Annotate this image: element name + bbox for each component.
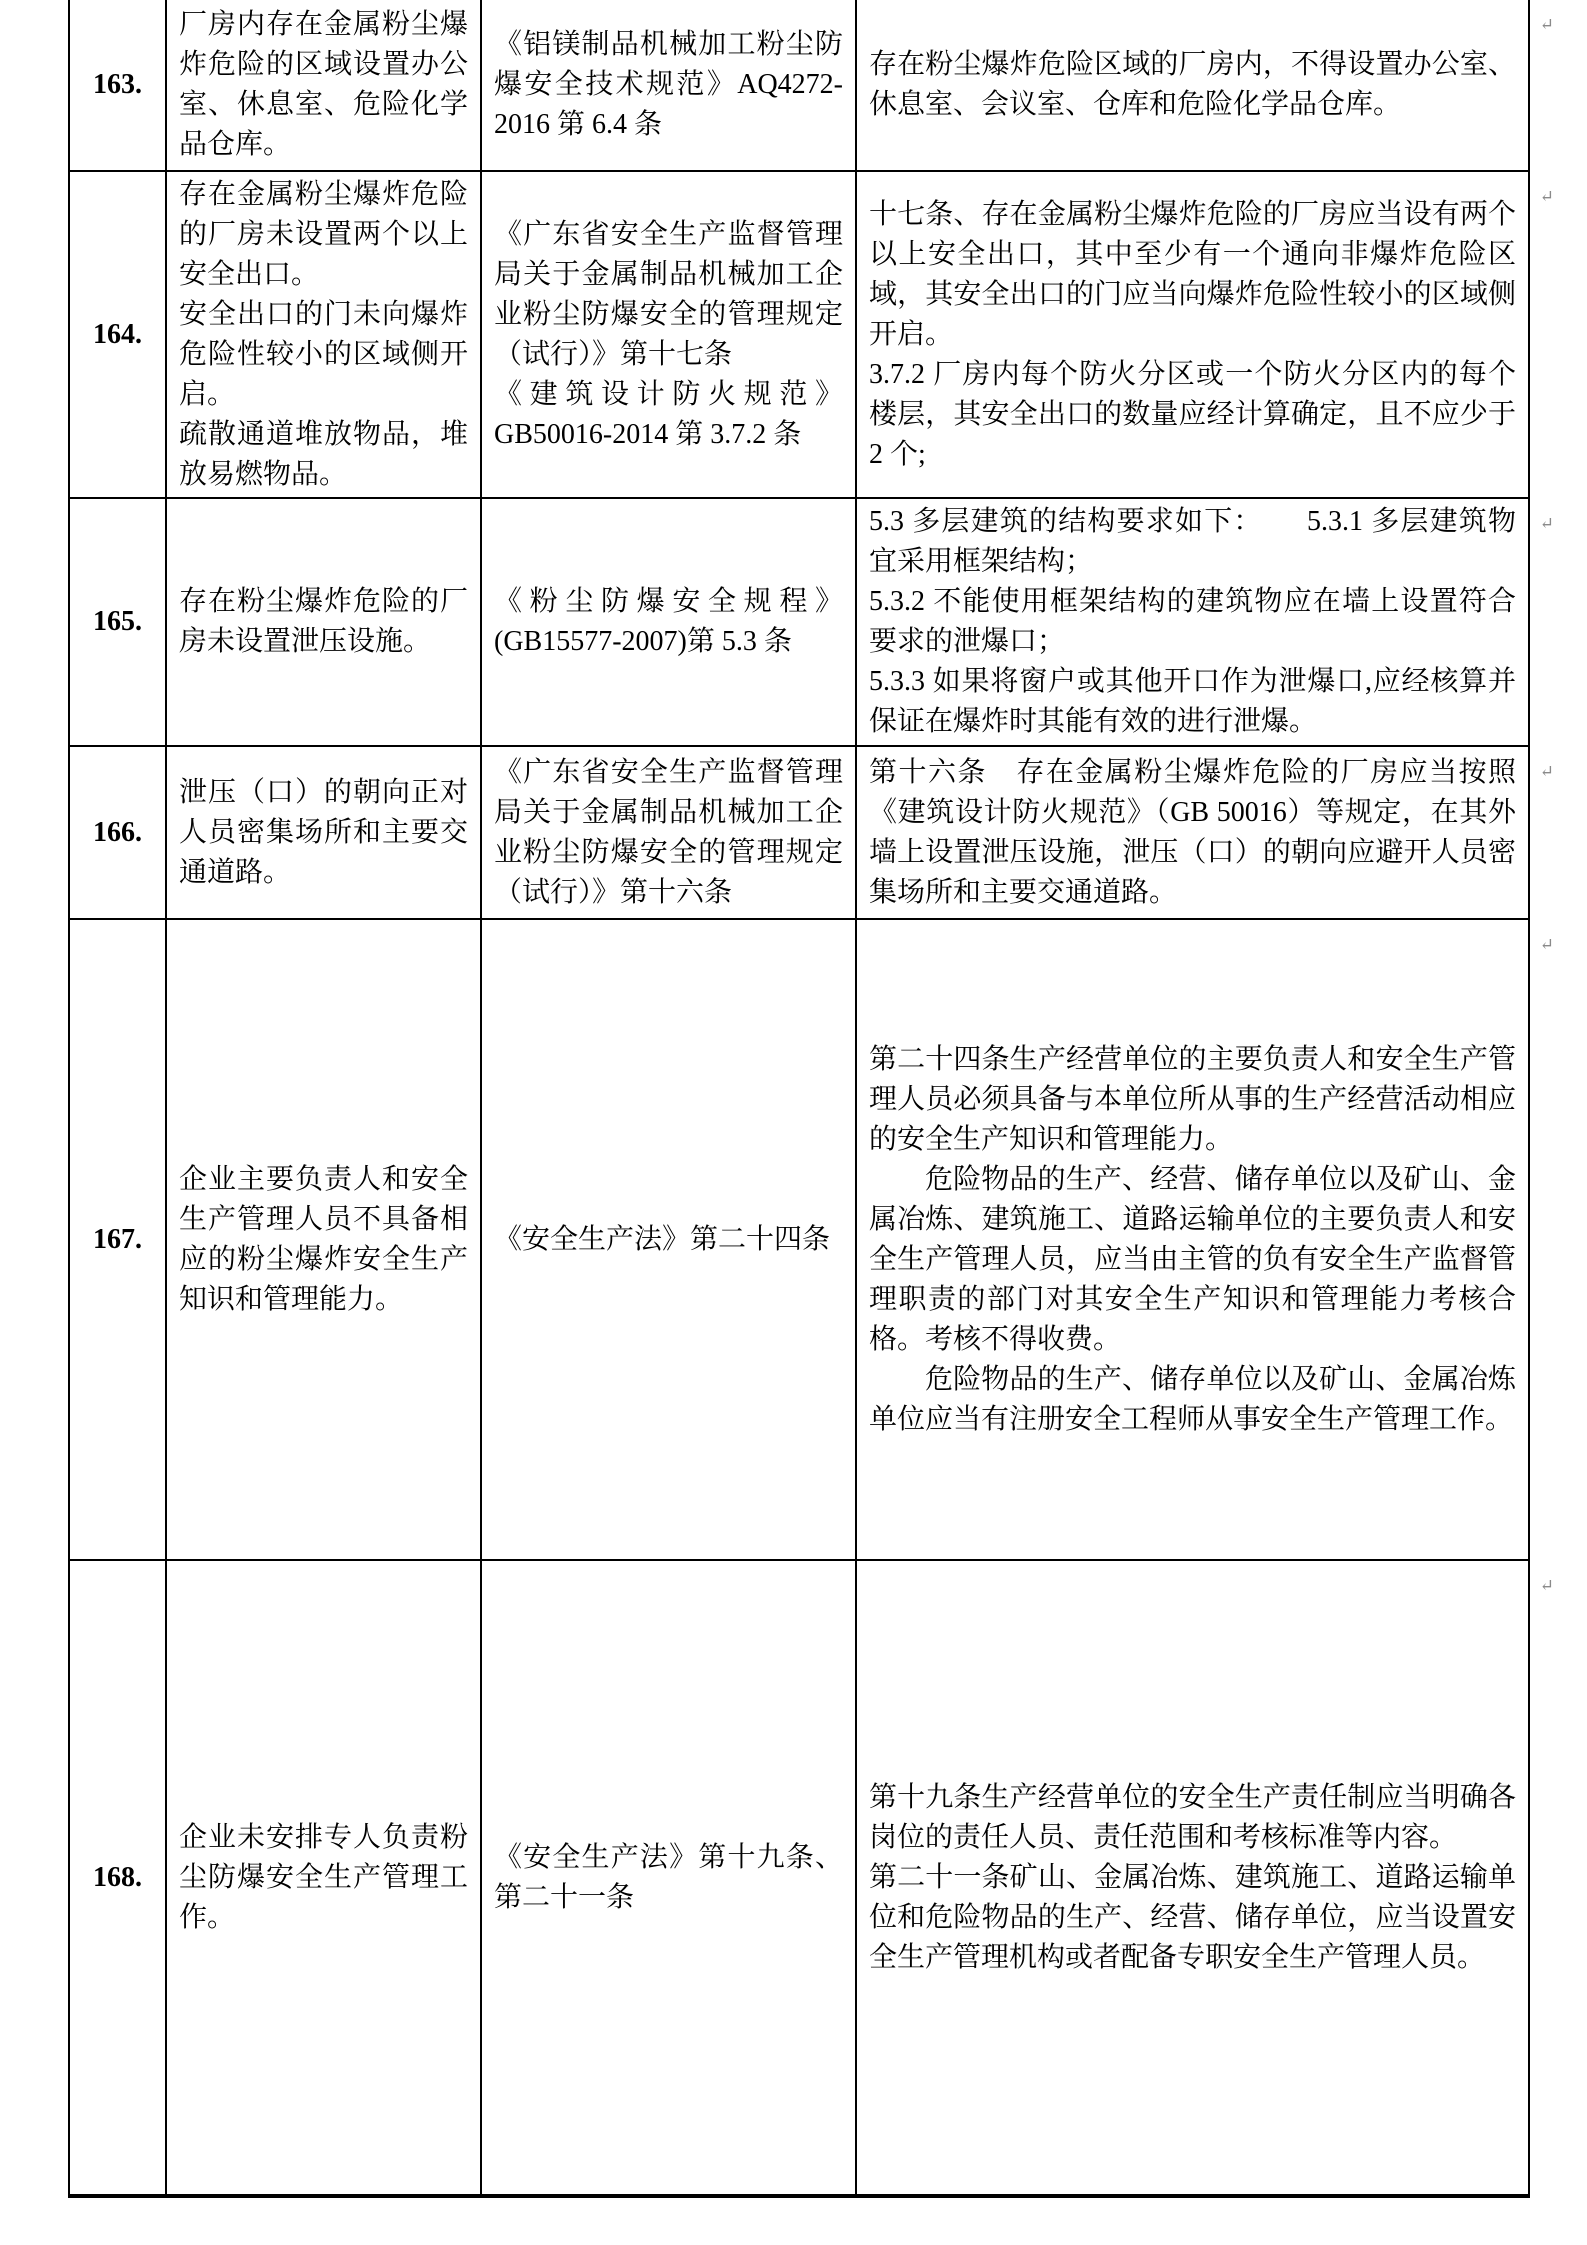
row-end-formatting-mark-icon: ↵ [1539,514,1554,533]
paragraph: 存在金属粉尘爆炸危险的厂房未设置两个以上安全出口。 [179,178,468,290]
problem-description-cell [166,0,481,171]
paragraph: 危险物品的生产、储存单位以及矿山、金属冶炼单位应当有注册安全工程师从事安全生产管理工作。 [869,1363,1516,1435]
legal-basis-cell [481,498,856,746]
paragraph: 5.3 多层建筑的结构要求如下： 5.3.1 多层建筑物宜采用框架结构； [869,506,1516,577]
row-number-cell: 168. [69,1560,166,2196]
paragraph: 存在粉尘爆炸危险的厂房未设置泄压设施。 [179,586,468,657]
row-number-cell: 166. [69,746,166,919]
regulation-text-cell [856,746,1554,919]
paragraph: 企业未安排专人负责粉尘防爆安全生产管理工作。 [179,1821,468,1933]
paragraph: 厂房内存在金属粉尘爆炸危险的区域设置办公室、休息室、危险化学品仓库。 [179,9,468,160]
paragraph: 3.7.2 厂房内每个防火分区或一个防火分区内的每个楼层，其安全出口的数量应经计算确定，且不应少于 2 个; [869,358,1516,470]
paragraph: 《广东省安全生产监督管理局关于金属制品机械加工企业粉尘防爆安全的管理规定（试行）》第十七条 [494,218,843,370]
paragraph: 《广东省安全生产监督管理局关于金属制品机械加工企业粉尘防爆安全的管理规定（试行）》第十六条 [494,756,843,908]
legal-basis-cell [481,746,856,919]
row-end-formatting-mark-icon: ↵ [1539,935,1554,954]
regulation-text-cell [856,0,1554,171]
legal-basis-cell [481,919,856,1560]
regulation-text-cell [856,919,1554,1560]
paragraph: 《铝镁制品机械加工粉尘防爆安全技术规范》AQ4272-2016 第 6.4 条 [494,29,843,140]
paragraph: 《粉尘防爆安全规程》(GB15577-2007)第 5.3 条 [494,586,843,657]
paragraph: 危险物品的生产、经营、储存单位以及矿山、金属冶炼、建筑施工、道路运输单位的主要负责人和安全生产管理人员，应当由主管的负有安全生产监督管理职责的部门对其安全生产知识和管理能力考核合格。考核不得收费。 [869,1163,1516,1355]
paragraph: 《安全生产法》第十九条、第二十一条 [494,1841,843,1913]
paragraph: 第十九条生产经营单位的安全生产责任制应当明确各岗位的责任人员、责任范围和考核标准等内容。 [869,1781,1516,1853]
paragraph: 企业主要负责人和安全生产管理人员不具备相应的粉尘爆炸安全生产知识和管理能力。 [179,1163,468,1315]
regulation-text-cell [856,1560,1554,2196]
paragraph: 第十六条 存在金属粉尘爆炸危险的厂房应当按照《建筑设计防火规范》（GB 50016）等规定，在其外墙上设置泄压设施，泄压（口）的朝向应避开人员密集场所和主要交通道路。 [869,756,1516,908]
problem-description-cell [166,919,481,1560]
problem-description-cell [166,746,481,919]
paragraph: 第二十一条矿山、金属冶炼、建筑施工、道路运输单位和危险物品的生产、经营、储存单位，应当设置安全生产管理机构或者配备专职安全生产管理人员。 [869,1861,1516,1973]
paragraph: 疏散通道堆放物品，堆放易燃物品。 [179,418,468,490]
paragraph: 第二十四条生产经营单位的主要负责人和安全生产管理人员必须具备与本单位所从事的生产经营活动相应的安全生产知识和管理能力。 [869,1043,1516,1155]
table-row [69,1560,1529,2196]
problem-description-cell [166,498,481,746]
row-end-formatting-mark-icon: ↵ [1539,15,1554,34]
paragraph: 存在粉尘爆炸危险区域的厂房内，不得设置办公室、休息室、会议室、仓库和危险化学品仓库。 [869,49,1516,120]
paragraph: 十七条、存在金属粉尘爆炸危险的厂房应当设有两个以上安全出口，其中至少有一个通向非爆炸危险区域，其安全出口的门应当向爆炸危险性较小的区域侧开启。 [869,198,1516,350]
regulation-text-cell [856,171,1554,498]
row-number-cell: 165. [69,498,166,746]
row-number-cell: 163. [69,0,166,171]
regulation-text-cell [856,498,1554,746]
legal-basis-cell [481,171,856,498]
row-end-formatting-mark-icon: ↵ [1539,762,1554,781]
problem-description-cell [166,171,481,498]
table-row [69,171,1529,498]
table-row [69,498,1529,746]
paragraph: 《安全生产法》第二十四条 [494,1223,831,1255]
legal-basis-cell [481,1560,856,2196]
paragraph: 泄压（口）的朝向正对人员密集场所和主要交通道路。 [179,776,468,888]
row-number-cell: 167. [69,919,166,1560]
row-end-formatting-mark-icon: ↵ [1539,187,1554,206]
paragraph: 《建筑设计防火规范》GB50016-2014 第 3.7.2 条 [494,378,843,450]
table-row [69,746,1529,919]
paragraph: 安全出口的门未向爆炸危险性较小的区域侧开启。 [179,298,468,410]
table-row [69,0,1529,171]
table-row [69,919,1529,1560]
regulation-table [68,0,1554,2198]
row-number-cell: 164. [69,171,166,498]
problem-description-cell [166,1560,481,2196]
legal-basis-cell [481,0,856,171]
paragraph: 5.3.3 如果将窗户或其他开口作为泄爆口,应经核算并保证在爆炸时其能有效的进行泄爆。 [869,666,1516,737]
row-end-formatting-mark-icon: ↵ [1539,1576,1554,1595]
paragraph: 5.3.2 不能使用框架结构的建筑物应在墙上设置符合要求的泄爆口； [869,586,1516,657]
